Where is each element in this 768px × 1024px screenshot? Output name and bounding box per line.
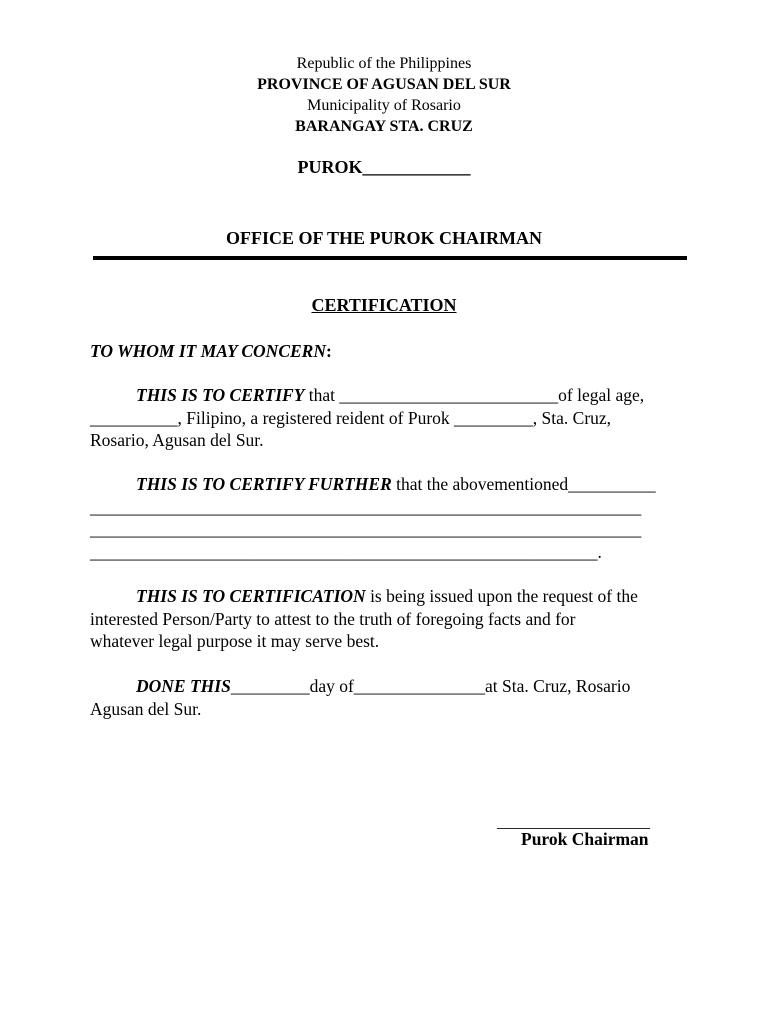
certification-title: CERTIFICATION bbox=[311, 295, 457, 315]
p1-line2: __________, Filipino, a registered reident of Purok _________, Sta. Cruz, bbox=[90, 407, 612, 428]
municipality-line: Municipality of Rosario bbox=[307, 97, 461, 114]
province-line: PROVINCE OF AGUSAN DEL SUR bbox=[257, 76, 511, 93]
p4-line1: _________day of_______________at Sta. Cruz, Rosario bbox=[230, 676, 631, 696]
p3-line3: whatever legal purpose it may serve best. bbox=[90, 631, 380, 651]
barangay-line: BARANGAY STA. CRUZ bbox=[295, 118, 473, 135]
p1-emphasis: THIS IS TO CERTIFY bbox=[136, 385, 305, 405]
p4-line2: Agusan del Sur. bbox=[90, 698, 202, 719]
paragraph-certify-further bbox=[90, 473, 680, 563]
p3-line1: is being issued upon the request of the bbox=[365, 586, 638, 606]
signature-label: Purok Chairman bbox=[521, 829, 649, 849]
salutation-text: TO WHOM IT MAY CONCERN bbox=[90, 341, 326, 361]
p3-emphasis: THIS IS TO CERTIFICATION bbox=[136, 586, 366, 606]
purok-line: PUROK____________ bbox=[297, 157, 471, 177]
p1-line3: Rosario, Agusan del Sur. bbox=[90, 430, 264, 450]
p3-line2: interested Person/Party to attest to the truth of foregoing facts and for bbox=[90, 608, 576, 629]
signature-line: __________________ bbox=[497, 812, 650, 831]
p2-line2: _______________________________________________________________ bbox=[90, 496, 642, 517]
p2-emphasis: THIS IS TO CERTIFY FURTHER bbox=[136, 474, 392, 494]
office-title: OFFICE OF THE PUROK CHAIRMAN bbox=[225, 228, 542, 248]
p1-line1: that _________________________of legal age, bbox=[304, 385, 645, 405]
p2-line3: _______________________________________________________________ bbox=[90, 519, 642, 539]
p4-emphasis: DONE THIS bbox=[136, 676, 231, 696]
paragraph-certification bbox=[90, 585, 680, 653]
p2-line4: __________________________________________________________. bbox=[90, 541, 602, 562]
header-divider bbox=[93, 256, 687, 260]
paragraph-certify bbox=[90, 384, 680, 452]
salutation-colon: : bbox=[325, 341, 332, 361]
republic-line: Republic of the Philippines bbox=[296, 55, 472, 72]
paragraph-done-this bbox=[90, 675, 680, 720]
salutation bbox=[90, 340, 680, 363]
p2-line1: that the abovementioned__________ bbox=[391, 474, 656, 494]
